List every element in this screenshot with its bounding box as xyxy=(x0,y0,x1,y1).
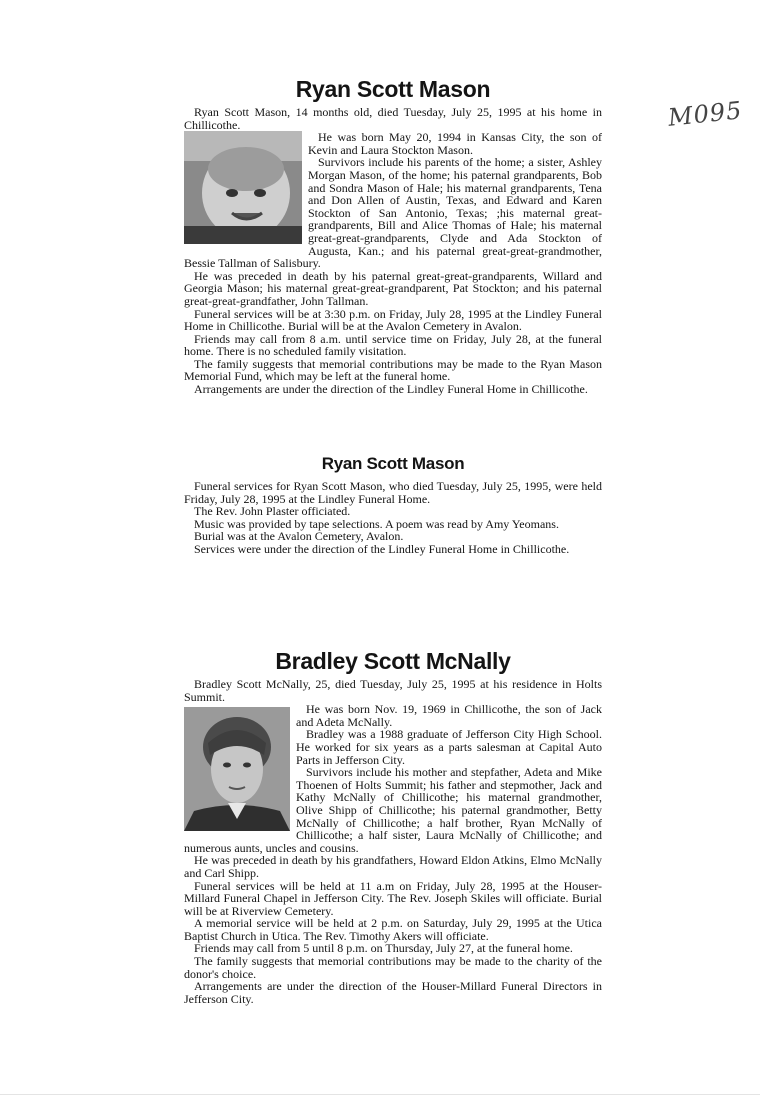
paragraph: He was preceded in death by his grandfathers, Howard Eldon Atkins, Elmo McNally and Carl Shipp. xyxy=(184,853,602,880)
headline: Ryan Scott Mason xyxy=(321,454,465,473)
headline: Ryan Scott Mason xyxy=(295,76,491,102)
headline: Bradley Scott McNally xyxy=(275,648,511,674)
portrait-photo-infant xyxy=(184,131,302,244)
paragraph: Survivors include his parents of the home; a sister, Ashley Morgan Mason, of the home; his paternal grandparents, Bob and Sondra Mason of Hale; his maternal grandparents, Tena and Don Allen of Austin, Texas, and Edward and Karen Stockton of San Antonio, Texas; ;his maternal great-grandparents, Bill and Alice Thomas of Hale; his maternal great-great-grandparents, Clyde and Ada Stockton of Augusta, Kan.; and his paternal great-great-grandmother, Bessie Tallman of Salisbury. xyxy=(184,155,602,271)
obituary-ryan-mason-services xyxy=(184,452,602,556)
paragraph: The family suggests that memorial contributions may be made to the charity of the donor's choice. xyxy=(184,954,602,981)
paragraph: Funeral services will be at 3:30 p.m. on Friday, July 28, 1995 at the Lindley Funeral Home in Chillicothe. Burial will be at the Avalon Cemetery in Avalon. xyxy=(184,306,602,334)
obituary-bradley-mcnally xyxy=(184,646,602,1005)
paragraph: Funeral services for Ryan Scott Mason, who died Tuesday, July 25, 1995, were held Friday, July 28, 1995 at the Lindley Funeral Home. xyxy=(184,479,602,506)
paragraph: The Rev. John Plaster officiated. xyxy=(194,504,351,519)
paragraph: Bradley was a 1988 graduate of Jefferson City High School. He worked for six years as a parts salesman at Capital Auto Parts in Jefferson City. xyxy=(296,727,602,767)
paragraph: He was born May 20, 1994 in Kansas City, the son of Kevin and Laura Stockton Mason. xyxy=(308,130,602,157)
portrait-photo-young-man xyxy=(184,707,290,831)
lead-paragraph: Bradley Scott McNally, 25, died Tuesday, July 25, 1995 at his residence in Holts Summit. xyxy=(184,677,602,704)
paragraph: A memorial service will be held at 2 p.m. on Saturday, July 29, 1995 at the Utica Baptist Church in Utica. The Rev. Timothy Akers will officiate. xyxy=(184,916,602,943)
paragraph: Friends may call from 8 a.m. until service time on Friday, July 28, at the funeral home. There is no scheduled family visitation. xyxy=(184,331,602,359)
paragraph: He was preceded in death by his paternal great-great-grandparents, Willard and Georgia Mason; his maternal great-great-grandparent, Pat Stockton; and his paternal great-great-grandfather, John Tallman. xyxy=(184,268,602,308)
paragraph: Arrangements are under the direction of the Lindley Funeral Home in Chillicothe. xyxy=(194,382,588,397)
paragraph: Music was provided by tape selections. A poem was read by Amy Yeomans. xyxy=(194,516,559,531)
paragraph: The family suggests that memorial contributions may be made to the Ryan Mason Memorial Fund, which may be left at the funeral home. xyxy=(184,356,602,384)
paragraph: Services were under the direction of the Lindley Funeral Home in Chillicothe. xyxy=(194,541,570,556)
paragraph: Survivors include his mother and stepfather, Adeta and Mike Thoenen of Holts Summit; his father and stepmother, Jack and Kathy McNally of Chillicothe; his maternal grandmother, Olive Shipp of Chillicothe; his paternal grandmother, Betty McNally of Chillicothe; a half brother, Ryan McNally of Chillicothe; a half sister, Laura McNally of Chillicothe; and numerous aunts, uncles and cousins. xyxy=(184,765,602,855)
handwritten-annotation: M095 xyxy=(666,96,744,132)
paragraph: Burial was at the Avalon Cemetery, Avalon. xyxy=(194,529,404,544)
paragraph: Funeral services will be held at 11 a.m on Friday, July 28, 1995 at the Houser-Millard Funeral Chapel in Jefferson City. The Rev. Joseph Skiles will officiate. Burial will be at Riverview Cemetery. xyxy=(184,878,602,918)
obituary-ryan-mason xyxy=(184,74,602,396)
lead-paragraph: Ryan Scott Mason, 14 months old, died Tuesday, July 25, 1995 at his home in Chillicothe. xyxy=(184,105,602,132)
paragraph: He was born Nov. 19, 1969 in Chillicothe, the son of Jack and Adeta McNally. xyxy=(296,702,602,729)
paragraph: Arrangements are under the direction of the Houser-Millard Funeral Directors in Jefferson City. xyxy=(184,979,602,1006)
paragraph: Friends may call from 5 until 8 p.m. on Thursday, July 27, at the funeral home. xyxy=(194,941,573,956)
page-edge-rule xyxy=(0,1094,760,1095)
